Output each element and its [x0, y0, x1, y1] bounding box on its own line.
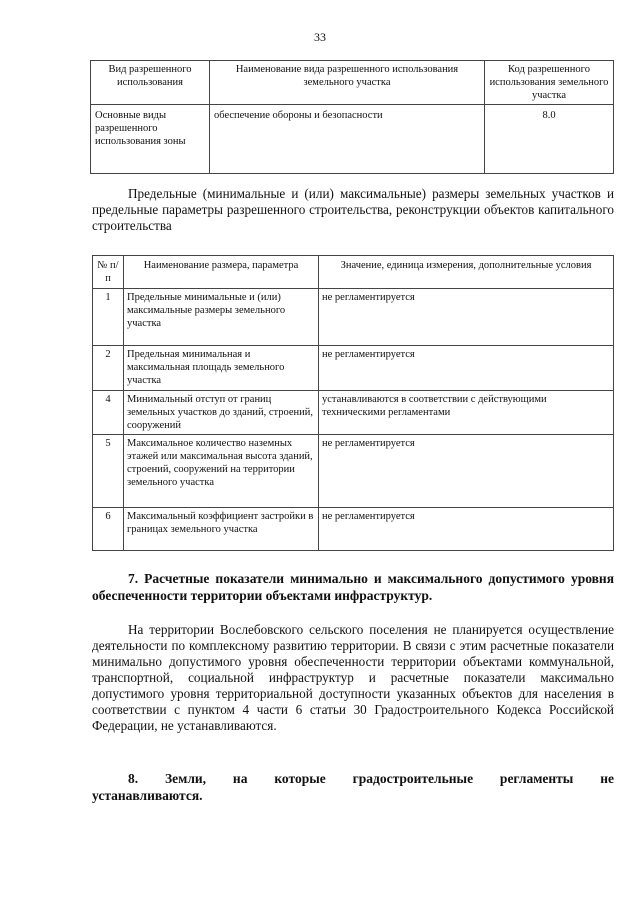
params-cell-name: Максимальное количество наземных этажей или максимальная высота зданий, строений, сооружений на территории земельного участка [124, 435, 319, 508]
table-row [93, 346, 614, 391]
section8-title-line2: устанавливаются. [92, 788, 203, 803]
params-cell-value: не регламентируется [319, 346, 614, 391]
params-cell-value: не регламентируется [319, 435, 614, 508]
table-row [93, 508, 614, 551]
section7-title: 7. Расчетные показатели минимально и максимального допустимого уровня обеспеченности территории объектами инфраструктур. [92, 571, 614, 603]
table-row [91, 105, 614, 174]
uses-cell-name: обеспечение обороны и безопасности [210, 105, 485, 174]
params-cell-value: не регламентируется [319, 289, 614, 346]
params-table [92, 255, 614, 551]
page-number: 33 [314, 30, 326, 44]
params-cell-num: 2 [93, 346, 124, 391]
params-table-header [93, 256, 614, 289]
uses-cell-type: Основные виды разрешенного использования зоны [91, 105, 210, 174]
params-header-value: Значение, единица измерения, дополнительные условия [319, 256, 614, 289]
params-heading: Предельные (минимальные и (или) максимальные) размеры земельных участков и предельные параметры разрешенного строительства, реконструкции объектов капитального строительства [92, 186, 614, 233]
uses-table [90, 60, 614, 174]
params-cell-name: Минимальный отступ от границ земельных участков до зданий, строений, сооружений [124, 391, 319, 435]
uses-table-header [91, 61, 614, 105]
params-cell-num: 5 [93, 435, 124, 508]
params-cell-name: Предельная минимальная и максимальная площадь земельного участка [124, 346, 319, 391]
section8-title-line1: 8. Земли, на которые градостроительные регламенты не [128, 771, 614, 786]
table-row [93, 289, 614, 346]
params-cell-num: 6 [93, 508, 124, 551]
table-row [93, 391, 614, 435]
params-cell-num: 4 [93, 391, 124, 435]
section7-body: На территории Вослебовского сельского поселения не планируется осуществление деятельности по комплексному развитию территории. В связи с этим расчетные показатели минимально допустимого уровня обеспеченности территории объектами коммунальной, транспортной, социальной инфраструктур и расчетные показатели максимально допустимого уровня территориальной доступности указанных объектов для населения в соответствии с пунктом 4 части 6 статьи 30 Градостроительного Кодекса Российской Федерации, не устанавливаются. [92, 622, 614, 733]
params-cell-name: Предельные минимальные и (или) максимальные размеры земельного участка [124, 289, 319, 346]
params-cell-num: 1 [93, 289, 124, 346]
uses-header-code: Код разрешенного использования земельного участка [485, 61, 614, 105]
uses-header-type: Вид разрешенного использования [91, 61, 210, 105]
params-cell-name: Максимальный коэффициент застройки в границах земельного участка [124, 508, 319, 551]
params-header-num: № п/п [93, 256, 124, 289]
params-cell-value: устанавливаются в соответствии с действующими техническими регламентами [319, 391, 614, 435]
table-row [93, 435, 614, 508]
params-cell-value: не регламентируется [319, 508, 614, 551]
section8-title [92, 770, 614, 804]
uses-header-name: Наименование вида разрешенного использования земельного участка [210, 61, 485, 105]
uses-cell-code: 8.0 [485, 105, 614, 174]
params-header-name: Наименование размера, параметра [124, 256, 319, 289]
